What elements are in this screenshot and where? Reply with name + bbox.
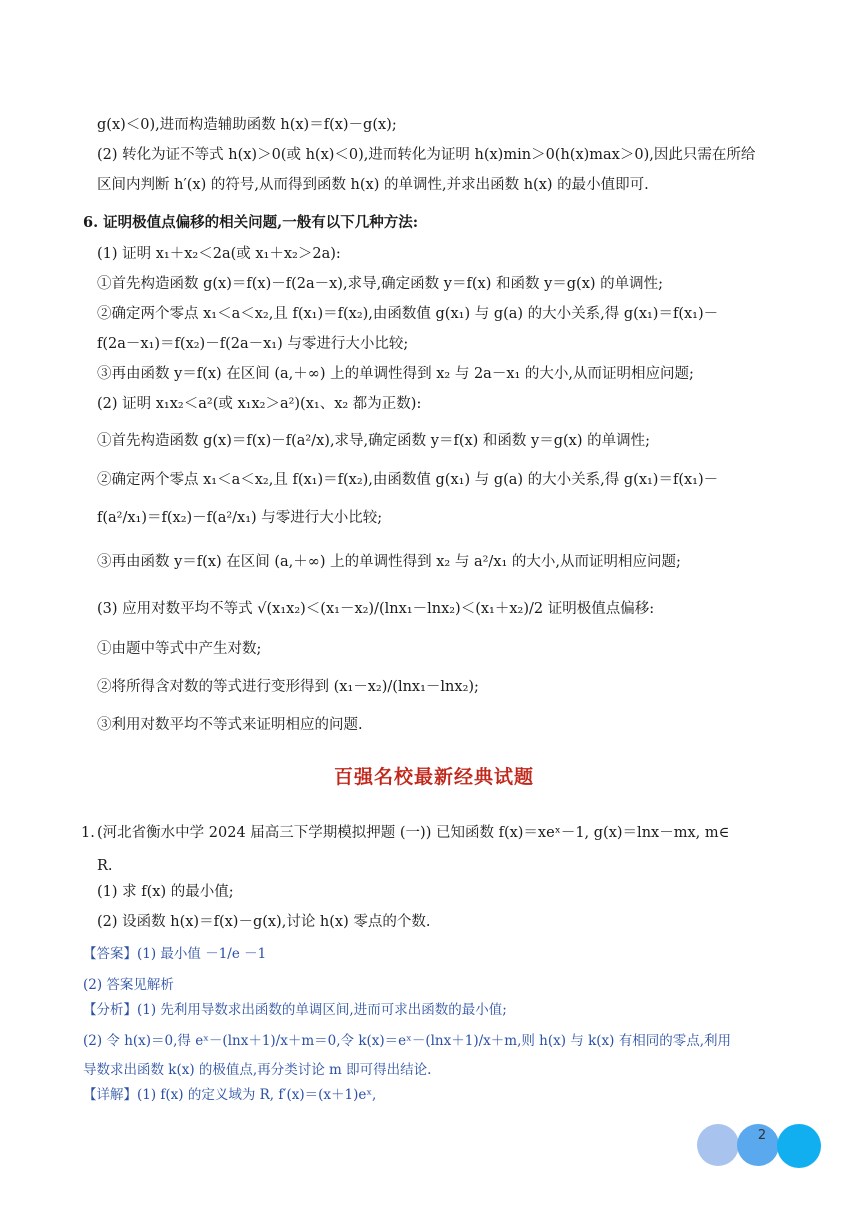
- answer-line: 【答案】(1) 最小值 －1/e －1: [83, 946, 267, 962]
- text-line: ②确定两个零点 x₁＜a＜x₂,且 f(x₁)＝f(x₂),由函数值 g(x₁) 与 g(a) 的大小关系,得 g(x₁)＝f(x₁)－: [97, 472, 719, 488]
- text-line: (2) 证明 x₁x₂＜a²(或 x₁x₂＞a²)(x₁、x₂ 都为正数):: [97, 396, 422, 412]
- text-line: ③再由函数 y＝f(x) 在区间 (a,＋∞) 上的单调性得到 x₂ 与 2a－x₁ 的大小,从而证明相应问题;: [97, 366, 694, 382]
- question-text: (河北省衡水中学 2024 届高三下学期模拟押题 (一)) 已知函数 f(x)＝xeˣ－1, g(x)＝lnx－mx, m∈: [97, 825, 730, 841]
- question-number: 1.: [81, 825, 95, 841]
- answer-line: (2) 答案见解析: [83, 977, 174, 993]
- page-number: 2: [757, 1128, 767, 1143]
- analysis-line: 【分析】(1) 先利用导数求出函数的单调区间,进而可求出函数的最小值;: [83, 1002, 507, 1018]
- analysis-line: 导数求出函数 k(x) 的极值点,再分类讨论 m 即可得出结论.: [83, 1062, 432, 1078]
- decor-circle: [777, 1124, 821, 1168]
- question-part-2: (2) 设函数 h(x)＝f(x)－g(x),讨论 h(x) 零点的个数.: [97, 914, 431, 930]
- text-line: ②确定两个零点 x₁＜a＜x₂,且 f(x₁)＝f(x₂),由函数值 g(x₁) 与 g(a) 的大小关系,得 g(x₁)＝f(x₁)－: [97, 306, 719, 322]
- section-title: 百强名校最新经典试题: [333, 766, 534, 788]
- section-heading-6: 6. 证明极值点偏移的相关问题,一般有以下几种方法:: [83, 214, 419, 231]
- text-line: 区间内判断 h′(x) 的符号,从而得到函数 h(x) 的单调性,并求出函数 h(x) 的最小值即可.: [97, 177, 649, 193]
- analysis-line: (2) 令 h(x)＝0,得 eˣ－(lnx＋1)/x＋m＝0,令 k(x)＝eˣ－(lnx＋1)/x＋m,则 h(x) 与 k(x) 有相同的零点,利用: [83, 1033, 731, 1049]
- decor-circle: [697, 1124, 739, 1166]
- text-line: f(2a－x₁)＝f(x₂)－f(2a－x₁) 与零进行大小比较;: [97, 336, 409, 352]
- text-line: ①首先构造函数 g(x)＝f(x)－f(2a－x),求导,确定函数 y＝f(x) 和函数 y＝g(x) 的单调性;: [97, 276, 664, 292]
- text-line: (2) 转化为证不等式 h(x)＞0(或 h(x)＜0),进而转化为证明 h(x)min＞0(h(x)max＞0),因此只需在所给: [97, 147, 756, 163]
- text-line: ①由题中等式中产生对数;: [97, 641, 262, 657]
- text-line: ③再由函数 y＝f(x) 在区间 (a,＋∞) 上的单调性得到 x₂ 与 a²/x₁ 的大小,从而证明相应问题;: [97, 554, 681, 570]
- text-line: f(a²/x₁)＝f(x₂)－f(a²/x₁) 与零进行大小比较;: [97, 510, 383, 526]
- text-line: ②将所得含对数的等式进行变形得到 (x₁－x₂)/(lnx₁－lnx₂);: [97, 679, 479, 695]
- text-line: (3) 应用对数平均不等式 √(x₁x₂)＜(x₁－x₂)/(lnx₁－lnx₂)＜(x₁＋x₂)/2 证明极值点偏移:: [97, 601, 655, 617]
- question-part-1: (1) 求 f(x) 的最小值;: [97, 884, 234, 900]
- text-line: ①首先构造函数 g(x)＝f(x)－f(a²/x),求导,确定函数 y＝f(x) 和函数 y＝g(x) 的单调性;: [97, 433, 650, 449]
- text-line: ③利用对数平均不等式来证明相应的问题.: [97, 717, 363, 733]
- text-line: g(x)＜0),进而构造辅助函数 h(x)＝f(x)－g(x);: [97, 117, 397, 133]
- question-text: R.: [97, 858, 113, 874]
- text-line: (1) 证明 x₁＋x₂＜2a(或 x₁＋x₂＞2a):: [97, 246, 341, 262]
- solution-line: 【详解】(1) f(x) 的定义域为 R, f′(x)＝(x＋1)eˣ,: [83, 1087, 377, 1103]
